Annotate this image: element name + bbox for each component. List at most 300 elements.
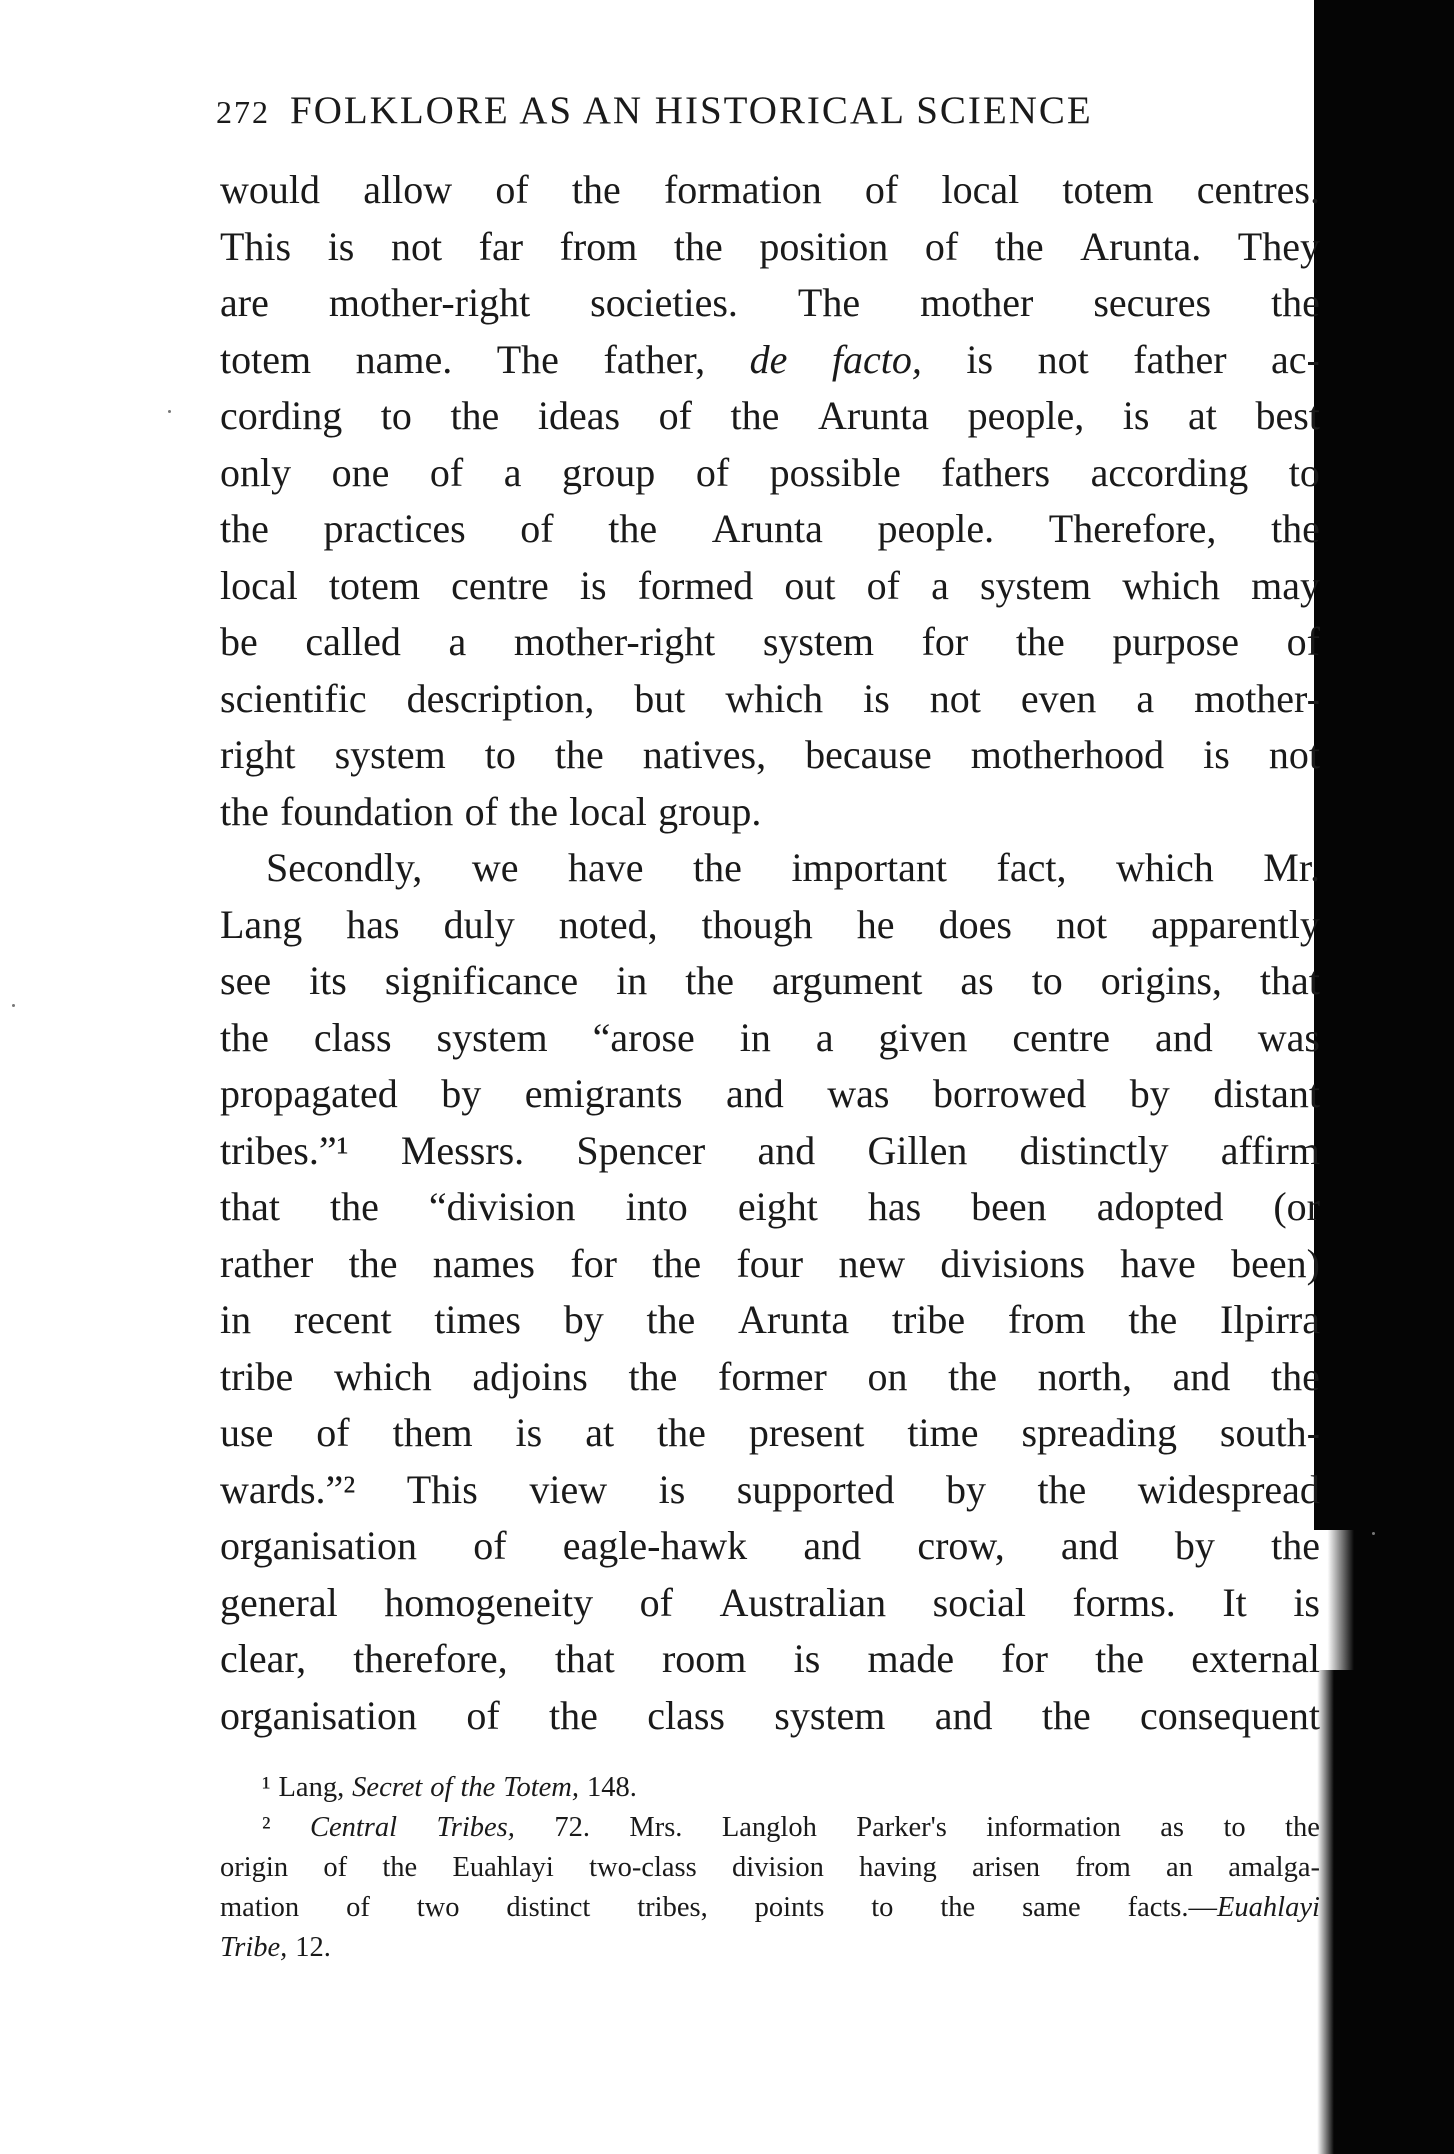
word: spreading: [1021, 1410, 1177, 1455]
word: is: [515, 1410, 543, 1455]
word: Lang: [220, 901, 303, 947]
text-line: [220, 558, 1320, 615]
word: tribes,: [637, 1892, 708, 1923]
word: same: [1022, 1892, 1081, 1923]
word: of: [864, 167, 899, 212]
word: two: [416, 1892, 460, 1923]
word: by: [1174, 1523, 1215, 1568]
word: mother-right: [513, 619, 716, 664]
word: of: [658, 393, 692, 438]
word: emigrants: [524, 1071, 683, 1116]
word: Tribe,: [220, 1932, 288, 1963]
word: purpose: [1112, 619, 1239, 664]
word: does: [938, 901, 1012, 947]
word: even: [1020, 675, 1097, 721]
word: one: [331, 449, 390, 495]
word: de: [749, 336, 788, 382]
word: totem: [220, 336, 312, 382]
word: is: [793, 1636, 821, 1681]
word: 12.: [295, 1932, 331, 1963]
text-line: [220, 727, 1320, 784]
footnote-line: [220, 1928, 1320, 1968]
word: The: [797, 280, 861, 325]
word: adopted: [1096, 1184, 1224, 1229]
word: therefore,: [353, 1636, 508, 1681]
word: made: [867, 1636, 955, 1681]
word: Central: [309, 1812, 398, 1843]
word: forms.: [1072, 1579, 1176, 1625]
word: the: [1271, 1353, 1320, 1399]
word: of: [520, 506, 554, 551]
word: of: [695, 449, 730, 495]
word: as: [1160, 1812, 1185, 1843]
word: system: [762, 619, 874, 664]
word: and: [1155, 1014, 1213, 1060]
word: the: [220, 506, 269, 551]
word: times: [434, 1297, 521, 1342]
word: ²: [262, 1812, 271, 1843]
word: ¹: [262, 1772, 271, 1803]
word: secures: [1093, 280, 1212, 325]
word: have: [567, 845, 644, 890]
word: for: [921, 619, 969, 664]
word: Parker's: [856, 1812, 947, 1843]
word: the: [460, 1772, 496, 1803]
scan-speck: [1372, 1532, 1375, 1535]
word: clear,: [220, 1636, 307, 1681]
word: the: [1095, 1636, 1144, 1681]
word: the: [220, 1014, 269, 1060]
word: origin: [220, 1852, 289, 1883]
word: by: [1129, 1071, 1170, 1116]
word: into: [625, 1184, 688, 1229]
word: the: [571, 167, 621, 212]
footnote-line: [220, 1768, 1320, 1808]
word: origins,: [1100, 958, 1222, 1003]
word: names: [432, 1240, 535, 1286]
word: motherhood: [970, 732, 1165, 777]
word: mation: [220, 1892, 300, 1923]
word: former: [718, 1353, 827, 1399]
word: having: [859, 1852, 937, 1883]
word: argument: [772, 958, 923, 1003]
text-line: [220, 1349, 1320, 1406]
word: the: [1015, 619, 1065, 664]
text-line: [220, 1518, 1320, 1575]
text-line: [220, 1236, 1320, 1293]
word: of: [323, 1852, 348, 1883]
word: mother-right: [328, 280, 531, 325]
text-line: [220, 1575, 1320, 1632]
word: wards.”²: [220, 1466, 356, 1512]
word: consequent: [1140, 1692, 1320, 1738]
word: fact,: [996, 845, 1067, 890]
word: and: [757, 1127, 816, 1173]
word: and: [725, 1071, 784, 1116]
word: the: [948, 1353, 997, 1399]
word: distant: [1213, 1071, 1320, 1116]
word: which: [333, 1353, 432, 1399]
word: has: [346, 901, 400, 947]
word: would: [220, 167, 320, 212]
word: mother-: [1194, 675, 1320, 721]
word: The: [496, 336, 559, 382]
word: at: [1188, 393, 1217, 438]
word: of: [464, 788, 498, 834]
word: is: [579, 562, 607, 608]
word: the: [693, 845, 742, 890]
word: noted,: [558, 901, 658, 947]
word: group.: [658, 788, 762, 834]
word: at: [585, 1410, 615, 1455]
word: is: [1122, 393, 1150, 438]
word: Totem,: [503, 1772, 579, 1803]
word: the: [330, 1184, 379, 1229]
word: Arunta.: [1080, 223, 1202, 269]
word: a: [1136, 675, 1155, 721]
word: totem: [1062, 167, 1154, 212]
word: mother: [920, 280, 1034, 325]
word: is: [658, 1466, 686, 1512]
word: four: [736, 1240, 804, 1286]
word: two-class: [589, 1852, 697, 1883]
word: given: [878, 1014, 968, 1060]
word: the: [1128, 1297, 1178, 1342]
word: propagated: [220, 1071, 398, 1116]
word: of: [1286, 619, 1320, 664]
word: not: [1268, 732, 1320, 777]
word: They: [1237, 223, 1320, 269]
word: ideas: [537, 393, 621, 438]
word: that: [554, 1636, 615, 1681]
word: distinct: [506, 1892, 591, 1923]
word: of: [473, 1523, 507, 1568]
word: eight: [737, 1184, 818, 1229]
word: a: [503, 449, 522, 495]
word: is: [327, 223, 355, 269]
word: description,: [406, 675, 595, 721]
word: been): [1231, 1240, 1320, 1286]
word: practices: [323, 506, 466, 551]
word: allow: [363, 167, 453, 212]
word: duly: [443, 901, 515, 947]
word: of: [429, 449, 464, 495]
text-line: [220, 332, 1320, 389]
word: the: [549, 1692, 598, 1738]
footnotes: [220, 1768, 1320, 1968]
text-line: [220, 1010, 1320, 1067]
word: which: [1115, 845, 1214, 890]
word: widespread: [1137, 1466, 1320, 1512]
scan-edge-shadow: [1314, 0, 1454, 2154]
word: division: [732, 1852, 824, 1883]
text-line: [220, 1066, 1320, 1123]
word: which: [1122, 562, 1220, 608]
word: centre: [451, 562, 549, 608]
word: Langloh: [721, 1812, 817, 1843]
word: the: [673, 223, 723, 269]
word: people.: [877, 506, 995, 551]
word: we: [471, 845, 519, 890]
word: new: [838, 1240, 906, 1286]
word: totem: [328, 562, 420, 608]
word: the: [940, 1892, 976, 1923]
text-line: [220, 671, 1320, 728]
text-line: [220, 501, 1320, 558]
word: Arunta: [817, 393, 930, 438]
word: name.: [355, 336, 453, 382]
word: information: [986, 1812, 1121, 1843]
word: This: [220, 223, 292, 269]
word: eagle-hawk: [562, 1523, 748, 1568]
running-header: [216, 88, 1093, 133]
text-line: [220, 1688, 1320, 1745]
word: of: [639, 1579, 673, 1625]
word: is: [863, 675, 890, 721]
word: “arose: [592, 1014, 695, 1060]
word: the: [730, 393, 780, 438]
word: Arunta: [738, 1297, 850, 1342]
word: system: [334, 732, 446, 777]
text-line: [220, 219, 1320, 276]
word: only: [220, 449, 292, 495]
word: the: [509, 788, 558, 834]
word: organisation: [220, 1692, 418, 1738]
text-line: [220, 840, 1320, 897]
word: adjoins: [472, 1353, 588, 1399]
word: of: [316, 1410, 350, 1455]
word: of: [866, 562, 900, 608]
word: the: [382, 1852, 418, 1883]
word: system: [436, 1014, 548, 1060]
word: societies.: [590, 280, 738, 325]
word: the: [1037, 1466, 1087, 1512]
word: in: [739, 1014, 771, 1060]
word: not: [390, 223, 443, 269]
word: is: [1203, 732, 1230, 777]
word: group: [561, 449, 656, 495]
word: room: [661, 1636, 747, 1681]
word: to: [871, 1892, 894, 1923]
word: not: [1055, 901, 1108, 947]
word: to: [484, 732, 516, 777]
word: amalga-: [1228, 1852, 1320, 1883]
word: fathers: [941, 449, 1051, 495]
word: local: [569, 788, 647, 834]
word: from: [1007, 1297, 1086, 1342]
word: the: [220, 788, 269, 834]
word: the: [994, 223, 1044, 269]
word: the: [652, 1240, 702, 1286]
word: people,: [967, 393, 1085, 438]
word: by: [945, 1466, 986, 1512]
word: scientific: [220, 675, 367, 721]
word: and: [934, 1692, 993, 1738]
word: supported: [736, 1466, 895, 1512]
word: that: [1259, 958, 1320, 1003]
word: centre: [1012, 1014, 1111, 1060]
word: divisions: [940, 1240, 1085, 1286]
word: the: [1041, 1692, 1091, 1738]
text-line: [220, 162, 1320, 219]
word: of: [495, 167, 529, 212]
word: father,: [603, 336, 706, 382]
word: important: [791, 845, 947, 890]
footnote-line: [220, 1888, 1320, 1928]
text-line: [220, 614, 1320, 671]
word: (or: [1273, 1184, 1320, 1229]
word: cording: [220, 393, 343, 438]
word: borrowed: [933, 1071, 1087, 1116]
word: 72.: [554, 1812, 590, 1843]
word: he: [856, 901, 895, 947]
word: Spencer: [576, 1127, 706, 1173]
word: the: [554, 732, 604, 777]
word: Gillen: [867, 1127, 968, 1173]
word: system: [979, 562, 1092, 608]
word: be: [220, 619, 258, 664]
word: Secondly,: [266, 845, 423, 890]
word: right: [220, 732, 296, 777]
word: its: [309, 958, 347, 1003]
footnote-line: [220, 1848, 1320, 1888]
word: Tribes,: [436, 1812, 515, 1843]
word: but: [634, 675, 686, 721]
word: father: [1133, 336, 1227, 382]
word: an: [1166, 1852, 1193, 1883]
word: to: [1031, 958, 1063, 1003]
word: north,: [1037, 1353, 1133, 1399]
word: distinctly: [1019, 1127, 1169, 1173]
word: system: [774, 1692, 886, 1738]
word: are: [220, 280, 269, 325]
word: south-: [1219, 1410, 1320, 1455]
page-number: 272: [216, 94, 270, 130]
word: points: [754, 1892, 825, 1923]
word: not: [929, 675, 981, 721]
word: from: [559, 223, 638, 269]
text-line: [220, 953, 1320, 1010]
word: was: [827, 1071, 890, 1116]
word: best: [1255, 393, 1320, 438]
word: the: [657, 1410, 706, 1455]
word: was: [1257, 1014, 1320, 1060]
word: a: [448, 619, 467, 664]
word: on: [867, 1353, 908, 1399]
word: formed: [637, 562, 754, 608]
text-line: [220, 784, 1320, 841]
text-line: [220, 1123, 1320, 1180]
text-line: [220, 445, 1320, 502]
word: has: [867, 1184, 922, 1229]
text-line: [220, 1631, 1320, 1688]
text-line: [220, 1462, 1320, 1519]
word: though: [701, 901, 813, 947]
word: natives,: [642, 732, 767, 777]
word: Mr.: [1263, 845, 1320, 890]
word: class: [647, 1692, 725, 1738]
word: use: [220, 1410, 274, 1455]
word: of: [924, 223, 959, 269]
word: facto,: [831, 336, 922, 382]
word: local: [941, 167, 1020, 212]
word: may: [1251, 562, 1320, 608]
word: is: [966, 336, 994, 382]
word: 148.: [586, 1772, 637, 1803]
word: in: [616, 958, 648, 1003]
word: to: [1288, 449, 1320, 495]
word: by: [441, 1071, 482, 1116]
word: foundation: [280, 788, 454, 834]
word: which: [725, 675, 824, 721]
word: the: [348, 1240, 398, 1286]
word: external: [1191, 1636, 1320, 1681]
word: out: [784, 562, 836, 608]
word: see: [220, 958, 272, 1003]
word: by: [563, 1297, 604, 1342]
word: crow,: [917, 1523, 1005, 1568]
word: “division: [428, 1184, 576, 1229]
word: and: [803, 1523, 862, 1568]
word: local: [220, 562, 298, 608]
text-line: [220, 1179, 1320, 1236]
word: of: [346, 1892, 370, 1923]
word: and: [1172, 1353, 1231, 1399]
word: ac-: [1271, 336, 1320, 382]
word: apparently: [1151, 901, 1320, 947]
word: not: [1037, 336, 1089, 382]
word: for: [570, 1240, 617, 1286]
text-line: [220, 388, 1320, 445]
word: present: [748, 1410, 865, 1455]
word: that: [220, 1184, 280, 1229]
word: Messrs.: [400, 1127, 525, 1173]
word: the: [1285, 1812, 1320, 1843]
word: tribes.”¹: [220, 1127, 349, 1173]
word: the: [646, 1297, 696, 1342]
body-text: [220, 162, 1320, 1744]
word: as: [960, 958, 994, 1003]
word: affirm: [1220, 1127, 1320, 1173]
word: the: [1271, 506, 1320, 551]
word: to: [1223, 1812, 1246, 1843]
word: position: [759, 223, 889, 269]
scan-speck: [12, 1004, 15, 1007]
word: facts.—Euahlayi: [1127, 1892, 1320, 1923]
word: formation: [663, 167, 822, 212]
word: tribe: [891, 1297, 966, 1342]
word: This: [406, 1466, 478, 1512]
word: the: [450, 393, 500, 438]
word: significance: [384, 958, 579, 1003]
word: called: [305, 619, 401, 664]
word: a: [815, 1014, 834, 1060]
word: the: [685, 958, 735, 1003]
word: far: [478, 223, 524, 269]
text-line: [220, 1405, 1320, 1462]
word: of: [466, 1692, 500, 1738]
text-line: [220, 275, 1320, 332]
text-line: [220, 1292, 1320, 1349]
word: of: [430, 1772, 453, 1803]
word: general: [220, 1579, 338, 1625]
word: rather: [220, 1240, 314, 1286]
word: It: [1222, 1579, 1247, 1625]
word: to: [380, 393, 412, 438]
word: time: [907, 1410, 979, 1455]
word: in: [220, 1297, 252, 1342]
word: recent: [293, 1297, 392, 1342]
